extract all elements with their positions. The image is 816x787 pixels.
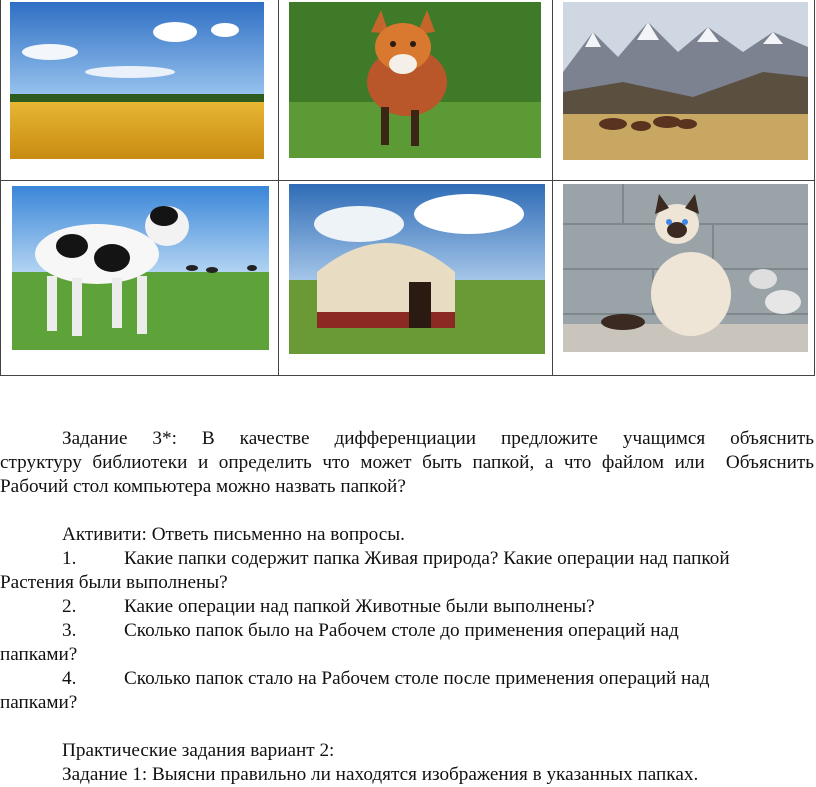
item-3-text-cont: папками? <box>0 644 78 665</box>
task3-line3: Рабочий стол компьютера можно назвать папкой? <box>0 476 406 497</box>
field-image <box>10 2 264 159</box>
task3-line1: Задание 3*: В качестве дифференциации предложите учащимся объяснить <box>62 428 814 449</box>
item-2-number: 2. <box>62 596 77 617</box>
item-3-text: Сколько папок было на Рабочем столе до применения операций над <box>124 620 679 641</box>
fox-image <box>289 2 541 158</box>
table-border <box>278 0 279 376</box>
item-1-text: Какие папки содержит папка Живая природа? Какие операции над папкой <box>124 548 730 569</box>
mountains-horses-image <box>563 2 808 160</box>
item-1-text-cont: Растения были выполнены? <box>0 572 228 593</box>
practice-heading: Практические задания вариант 2: <box>62 740 335 761</box>
cat-image <box>563 184 808 352</box>
item-1-number: 1. <box>62 548 77 569</box>
activity-heading: Активити: Ответь письменно на вопросы. <box>62 524 405 545</box>
item-2-text: Какие операции над папкой Животные были выполнены? <box>124 596 595 617</box>
item-4-text: Сколько папок стало на Рабочем столе после применения операций над <box>124 668 710 689</box>
table-border <box>0 180 815 181</box>
table-border <box>0 0 1 376</box>
item-3-number: 3. <box>62 620 77 641</box>
yurt-image <box>289 184 545 354</box>
image-table <box>0 0 815 376</box>
practice-task1: Задание 1: Выясни правильно ли находятся изображения в указанных папках. <box>62 764 699 785</box>
table-border <box>552 0 553 376</box>
item-4-text-cont: папками? <box>0 692 78 713</box>
task3-line2: структуру библиотеки и определить что может быть папкой, а что файлом или Объяснить <box>0 452 814 473</box>
cow-image <box>12 186 269 350</box>
item-4-number: 4. <box>62 668 77 689</box>
